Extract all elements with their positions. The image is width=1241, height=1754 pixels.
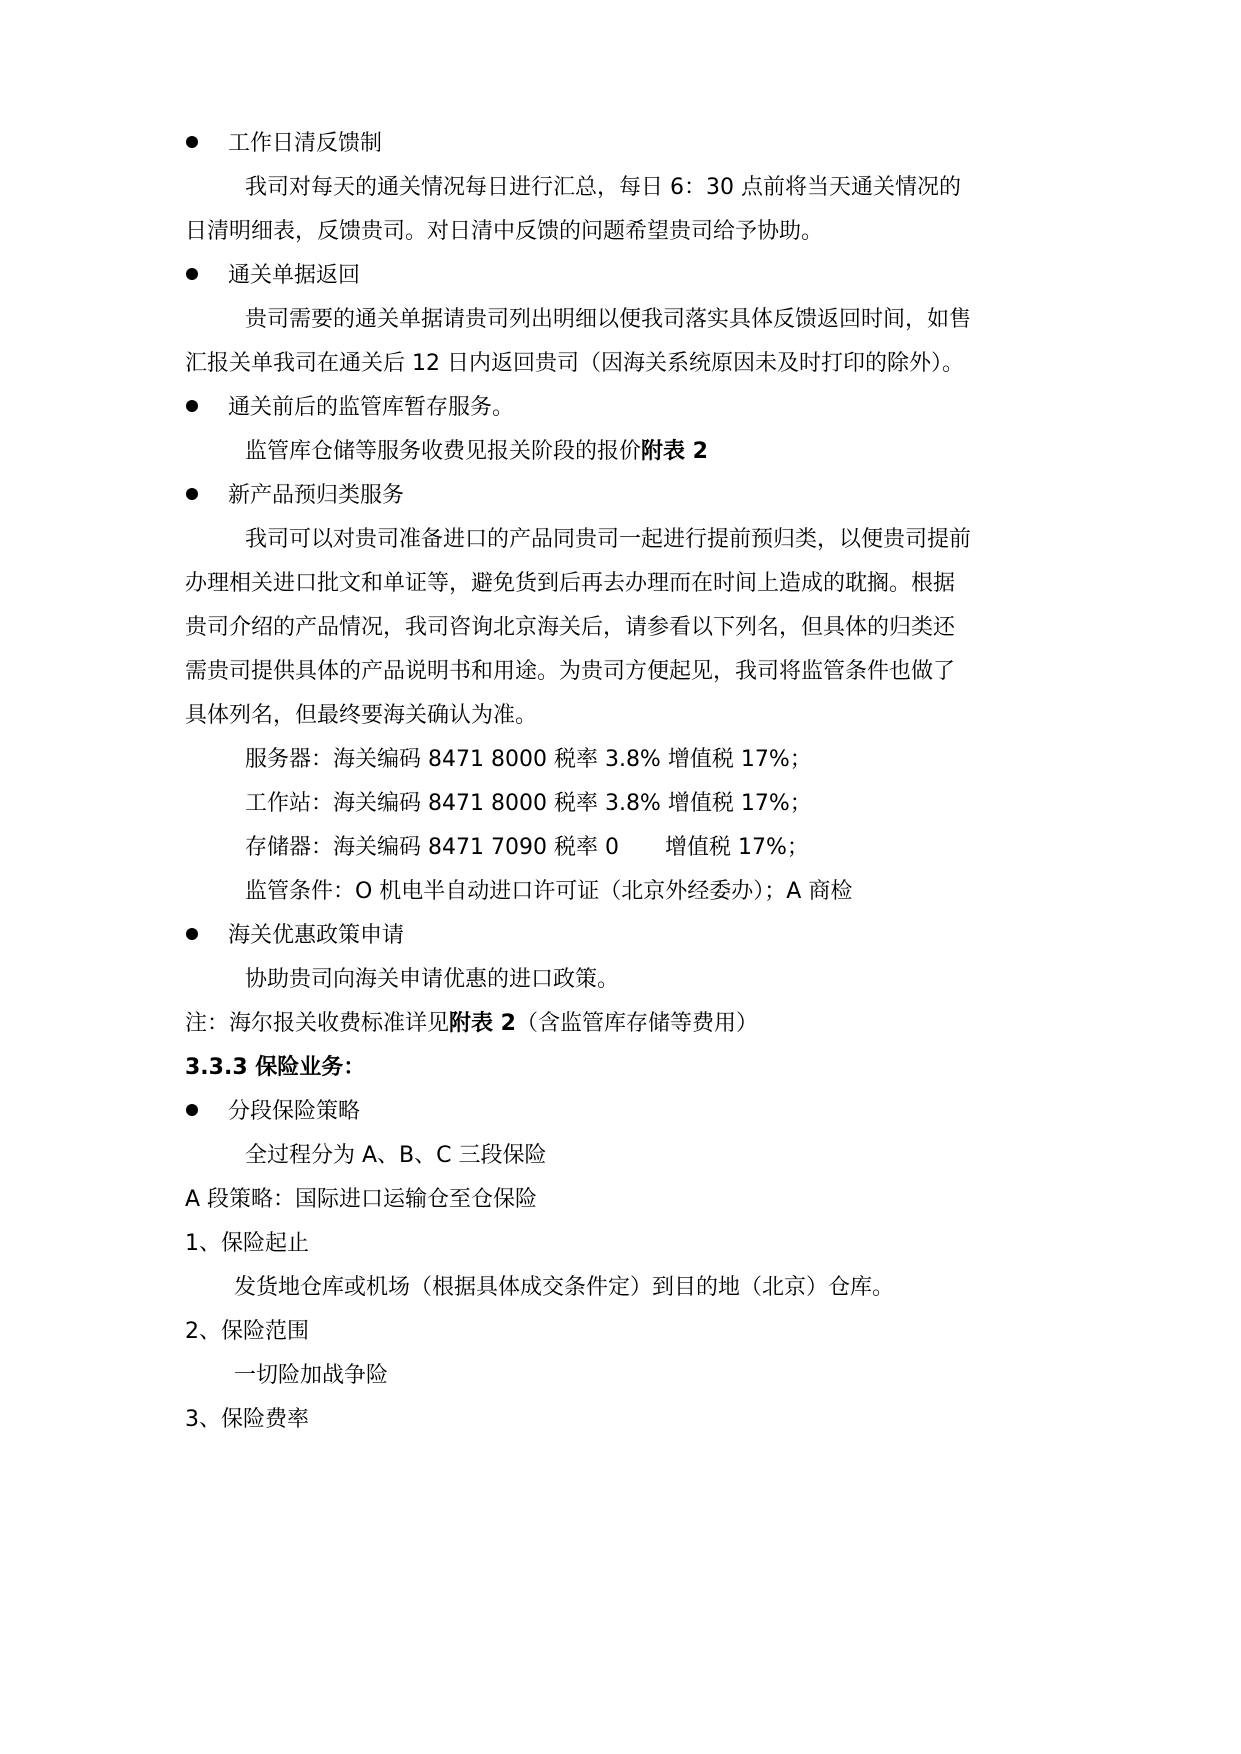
appendix-reference: 附表 2 (641, 439, 708, 464)
bullet-item-clearance-documents (186, 261, 360, 291)
paragraph-line: 办理相关进口批文和单证等，避免货到后再去办理而在时间上造成的耽搁。根据 (185, 571, 956, 596)
note-text: （含监管库存储等费用） (515, 1011, 758, 1036)
product-code: 存储器：海关编码 8471 7090 税率 0 (245, 835, 619, 860)
bullet-item-preferential-policy (186, 921, 404, 951)
subsection-title: 2、保险范围 (185, 1319, 309, 1344)
paragraph-line: 全过程分为 A、B、C 三段保险 (245, 1143, 547, 1168)
product-item-storage (245, 833, 809, 863)
bullet-item-bonded-storage (186, 393, 514, 423)
bullet-icon (186, 136, 198, 148)
product-item-server: 服务器：海关编码 8471 8000 税率 3.8% 增值税 17%； (245, 747, 812, 772)
bullet-label: 海关优惠政策申请 (228, 923, 405, 948)
section-heading: 3.3.3 保险业务： (185, 1055, 366, 1080)
bullet-label: 新产品预归类服务 (228, 483, 405, 508)
note-text: 注：海尔报关收费标准详见 (185, 1011, 450, 1036)
bullet-label: 分段保险策略 (228, 1099, 361, 1124)
bullet-icon (186, 400, 198, 412)
bullet-label: 通关单据返回 (228, 263, 361, 288)
bullet-label: 通关前后的监管库暂存服务。 (228, 395, 515, 420)
paragraph-line: 协助贵司向海关申请优惠的进口政策。 (245, 967, 620, 992)
paragraph-line: 日清明细表，反馈贵司。对日清中反馈的问题希望贵司给予协助。 (185, 219, 824, 244)
subsection-title: 3、保险费率 (185, 1407, 309, 1432)
paragraph-line: 一切险加战争险 (234, 1363, 389, 1388)
paragraph-line: 贵司需要的通关单据请贵司列出明细以便我司落实具体反馈返回时间，如售 (245, 307, 972, 332)
bullet-item-pre-classification (186, 481, 404, 511)
paragraph-line: 我司可以对贵司准备进口的产品同贵司一起进行提前预归类，以便贵司提前 (245, 527, 972, 552)
bullet-icon (186, 928, 198, 940)
bullet-icon (186, 1104, 198, 1116)
paragraph-line: 需贵司提供具体的产品说明书和用途。为贵司方便起见，我司将监管条件也做了 (185, 659, 956, 684)
paragraph-line: 具体列名，但最终要海关确认为准。 (185, 703, 538, 728)
bullet-icon (186, 268, 198, 280)
paragraph-text: 监管库仓储等服务收费见报关阶段的报价 (245, 439, 642, 464)
subsection-title: 1、保险起止 (185, 1231, 309, 1256)
paragraph-line: 汇报关单我司在通关后 12 日内返回贵司（因海关系统原因未及时打印的除外）。 (185, 351, 964, 376)
product-item-workstation: 工作站：海关编码 8471 8000 税率 3.8% 增值税 17%； (245, 791, 812, 816)
paragraph-line: 发货地仓库或机场（根据具体成交条件定）到目的地（北京）仓库。 (234, 1275, 895, 1300)
strategy-a-title: A 段策略：国际进口运输仓至仓保险 (185, 1187, 538, 1212)
bullet-item-insurance-strategy (186, 1097, 360, 1127)
paragraph-line: 我司对每天的通关情况每日进行汇总，每日 6：30 点前将当天通关情况的 (245, 175, 961, 200)
paragraph-line: 贵司介绍的产品情况，我司咨询北京海关后，请参看以下列名，但具体的归类还 (185, 615, 956, 640)
note-line (185, 1009, 758, 1039)
product-vat: 增值税 17%； (664, 835, 809, 860)
bullet-label: 工作日清反馈制 (228, 131, 383, 156)
supervision-conditions: 监管条件：O 机电半自动进口许可证（北京外经委办）；A 商检 (245, 879, 853, 904)
bullet-item-daily-feedback (186, 129, 382, 159)
bullet-icon (186, 488, 198, 500)
appendix-reference: 附表 2 (449, 1011, 516, 1036)
paragraph-line (245, 437, 708, 467)
